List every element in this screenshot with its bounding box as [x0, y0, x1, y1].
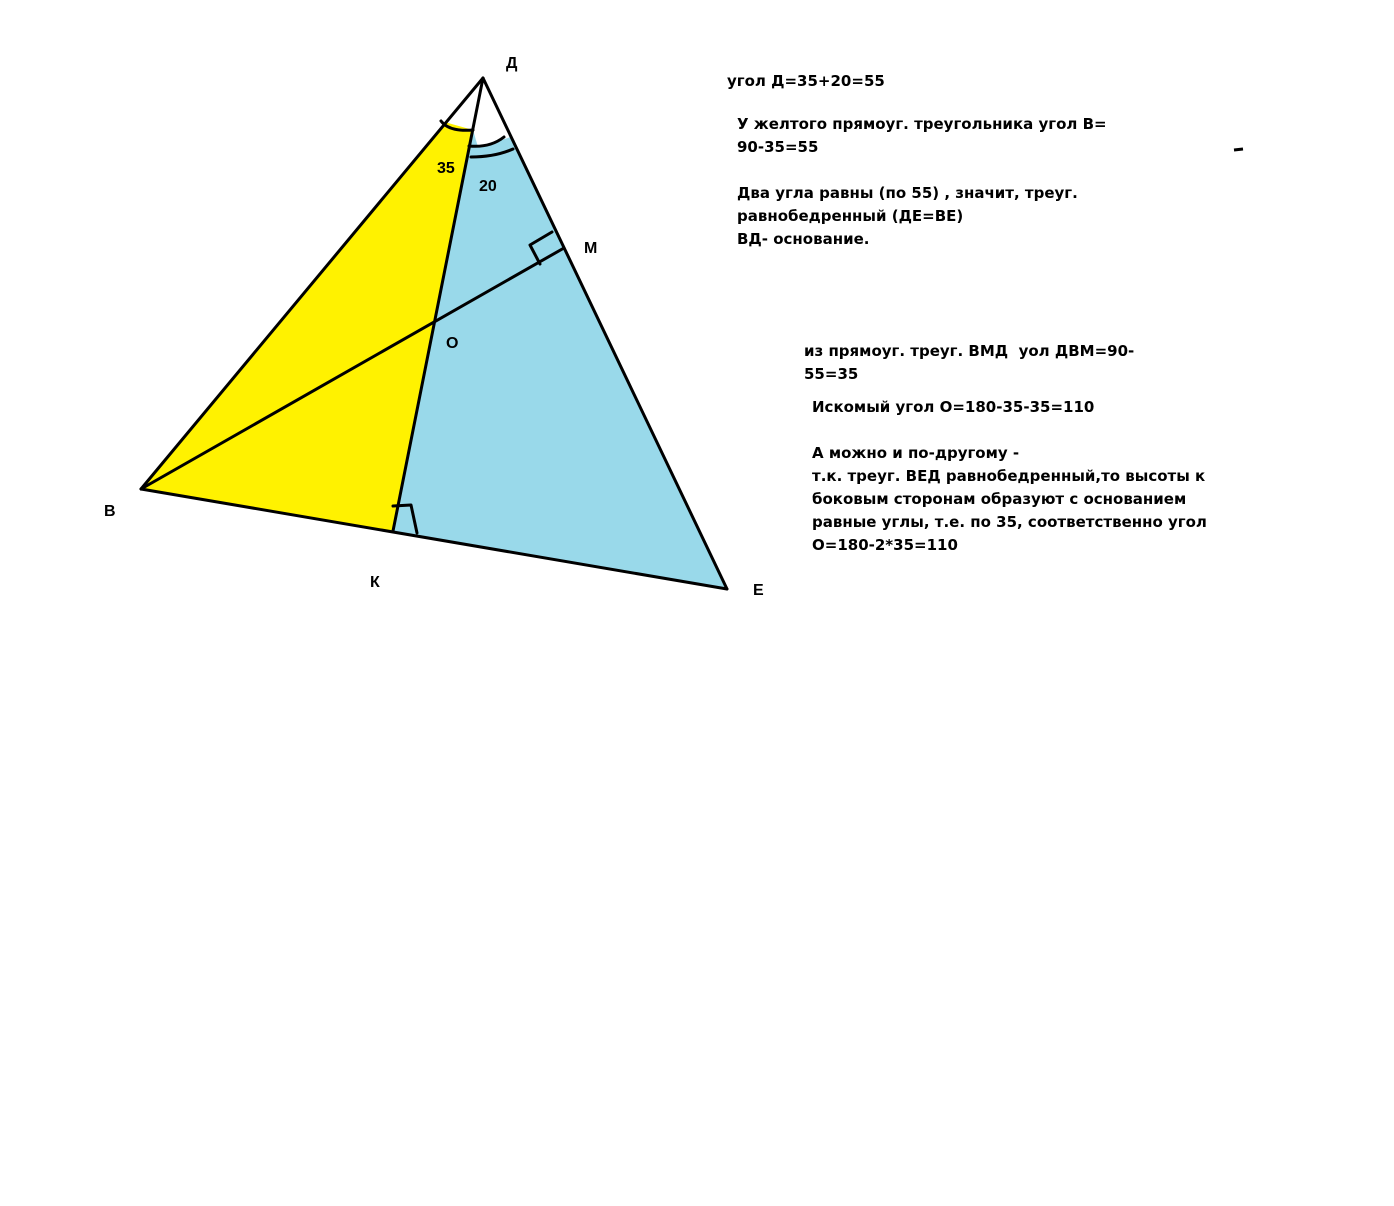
stray-mark: [1234, 149, 1243, 150]
angle-label-35: 35: [437, 160, 455, 177]
vertex-label-m: М: [584, 240, 598, 257]
note-angle-dbm: из прямоуг. треуг. ВМД уол ДВМ=90- 55=35: [804, 342, 1135, 383]
note-alternative: А можно и по-другому - т.к. треуг. ВЕД равнобедренный,то высоты к боковым сторонам образуют с основанием равные углы, т.е. по 35, соответственно угол О=180-2*35=110: [812, 444, 1207, 554]
note-answer: Искомый угол О=180-35-35=110: [812, 398, 1095, 416]
vertex-label-k: К: [370, 574, 380, 591]
note-angle-d: угол Д=35+20=55: [727, 72, 885, 90]
vertex-label-b: В: [104, 503, 116, 520]
vertex-label-o: О: [446, 335, 459, 352]
vertex-label-e: Е: [753, 582, 764, 599]
angle-label-20: 20: [479, 178, 497, 195]
vertex-label-d: Д: [506, 55, 518, 72]
note-isosceles: Два угла равны (по 55) , значит, треуг. равнобедренный (ДЕ=ВЕ) ВД- основание.: [737, 184, 1078, 248]
note-angle-b: У желтого прямоуг. треугольника угол В= 90-35=55: [737, 115, 1107, 156]
